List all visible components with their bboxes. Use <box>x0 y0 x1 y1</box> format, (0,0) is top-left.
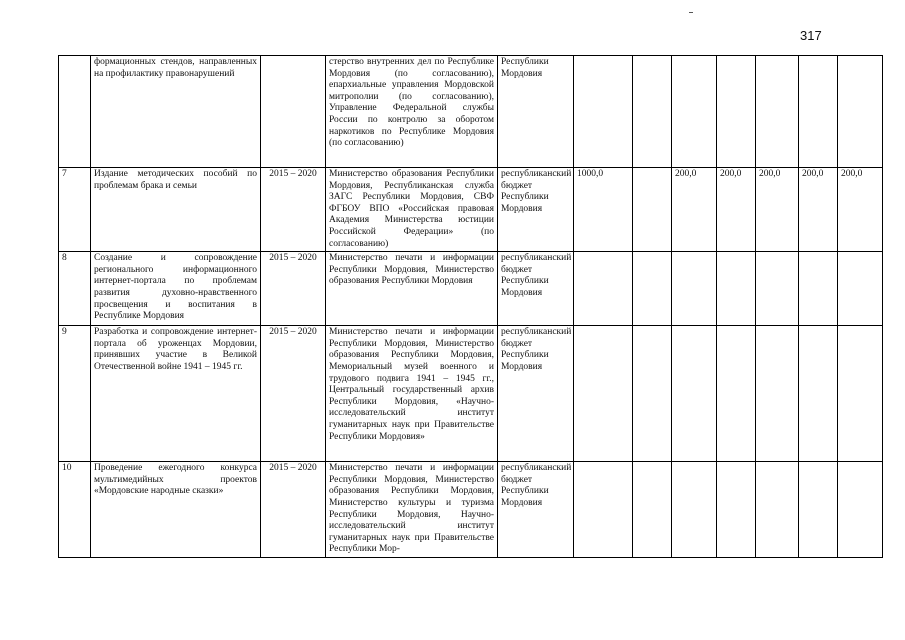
row-number: 8 <box>59 252 91 326</box>
amount-2020 <box>838 252 883 326</box>
executors-cell: Министерство образования Республики Мордовия, Республиканская служба ЗАГС Республики Мордовия, СВФ ФГБОУ ВПО «Российская правовая Академия Министерства юстиции Российской Федерации» (по согласованию) <box>326 168 498 252</box>
amount-2019: 200,0 <box>799 168 838 252</box>
period-cell: 2015 – 2020 <box>261 168 326 252</box>
row-number <box>59 56 91 168</box>
event-name: формационных стендов, направленных на профилактику правонарушений <box>91 56 261 168</box>
total-amount <box>574 326 633 462</box>
amount-2017 <box>717 462 756 558</box>
amount-2016: 200,0 <box>672 168 717 252</box>
amount-2018 <box>756 326 799 462</box>
amount-2019 <box>799 462 838 558</box>
event-name: Разработка и сопровождение интернет-портала об уроженцах Мордовии, принявших участие в Великой Отечественной войне 1941 – 1945 гг. <box>91 326 261 462</box>
measures-table <box>58 55 883 558</box>
amount-2018 <box>756 252 799 326</box>
amount-2015 <box>633 56 672 168</box>
event-name: Создание и сопровождение регионального информационного интернет-портала по проблемам развития духовно-нравственного просвещения и воспитания в Республике Мордовия <box>91 252 261 326</box>
funding-source: республиканский бюджет Республики Мордовия <box>498 168 574 252</box>
funding-source: республиканский бюджет Республики Мордовия <box>498 462 574 558</box>
funding-source: республиканский бюджет Республики Мордовия <box>498 326 574 462</box>
amount-2019 <box>799 326 838 462</box>
row-number: 9 <box>59 326 91 462</box>
funding-source: республиканский бюджет Республики Мордовия <box>498 252 574 326</box>
total-amount <box>574 252 633 326</box>
amount-2016 <box>672 326 717 462</box>
table-row <box>59 252 883 326</box>
amount-2015 <box>633 252 672 326</box>
executors-cell: Министерство печати и информации Республики Мордовия, Министерство образования Республики Мордовия, Министерство культуры и туризма Республики Мордовия, Научно-исследовательский институт гуманитарных наук при Правительстве Республики Мор- <box>326 462 498 558</box>
amount-2018 <box>756 462 799 558</box>
amount-2018: 200,0 <box>756 168 799 252</box>
amount-2019 <box>799 56 838 168</box>
amount-2015 <box>633 168 672 252</box>
executors-cell: Министерство печати и информации Республики Мордовия, Министерство образования Республики Мордовия, Мемориальный музей военного и трудового подвига 1941 – 1945 гг., Центральный государственный архив Республики Мордовия, «Научно-исследовательский институт гуманитарных наук при Правительстве Республики Мордовия» <box>326 326 498 462</box>
event-name: Проведение ежегодного конкурса мультимедийных проектов «Мордовские народные сказки» <box>91 462 261 558</box>
table-row <box>59 326 883 462</box>
page-number: 317 <box>800 28 822 43</box>
total-amount: 1000,0 <box>574 168 633 252</box>
row-number: 10 <box>59 462 91 558</box>
amount-2016 <box>672 56 717 168</box>
period-cell <box>261 56 326 168</box>
executors-cell: стерство внутренних дел по Республике Мордовия (по согласованию), епархиальные управления Мордовской митрополии (по согласованию), Управление Федеральной службы России по контролю за оборотом наркотиков по Республике Мордовия (по согласованию) <box>326 56 498 168</box>
amount-2020 <box>838 326 883 462</box>
amount-2020 <box>838 462 883 558</box>
total-amount <box>574 56 633 168</box>
event-name: Издание методических пособий по проблемам брака и семьи <box>91 168 261 252</box>
row-number: 7 <box>59 168 91 252</box>
amount-2016 <box>672 252 717 326</box>
period-cell: 2015 – 2020 <box>261 252 326 326</box>
amount-2017 <box>717 252 756 326</box>
scan-mark <box>689 12 693 13</box>
amount-2015 <box>633 326 672 462</box>
amount-2020 <box>838 56 883 168</box>
period-cell: 2015 – 2020 <box>261 462 326 558</box>
table-row <box>59 56 883 168</box>
funding-source: Республики Мордовия <box>498 56 574 168</box>
amount-2019 <box>799 252 838 326</box>
amount-2018 <box>756 56 799 168</box>
table-row <box>59 462 883 558</box>
amount-2017 <box>717 326 756 462</box>
amount-2017: 200,0 <box>717 168 756 252</box>
period-cell: 2015 – 2020 <box>261 326 326 462</box>
amount-2016 <box>672 462 717 558</box>
total-amount <box>574 462 633 558</box>
executors-cell: Министерство печати и информации Республики Мордовия, Министерство образования Республики Мордовия <box>326 252 498 326</box>
amount-2017 <box>717 56 756 168</box>
amount-2020: 200,0 <box>838 168 883 252</box>
amount-2015 <box>633 462 672 558</box>
table-row <box>59 168 883 252</box>
